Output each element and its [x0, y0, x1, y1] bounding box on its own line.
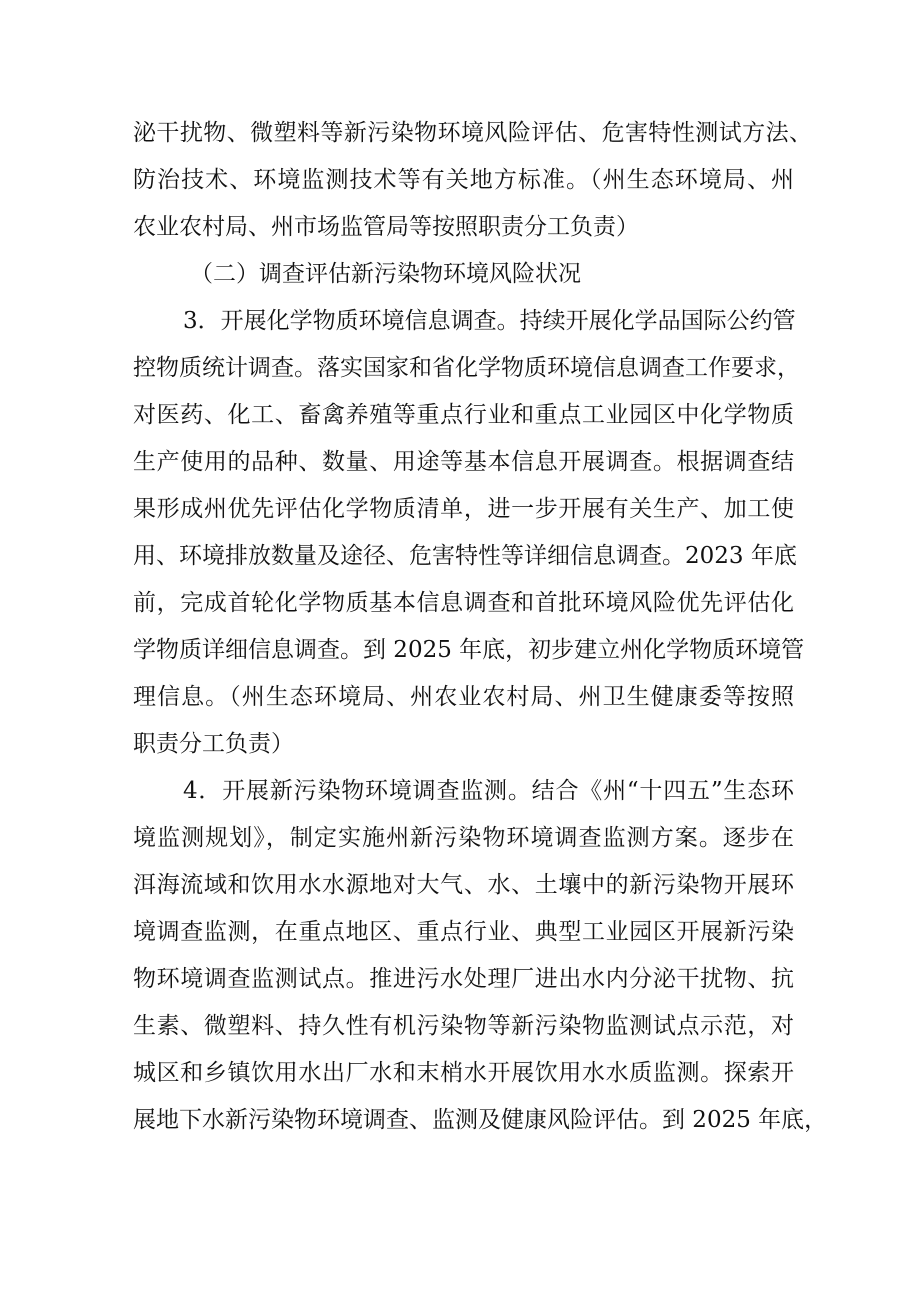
text-line: 3．开展化学物质环境信息调查。持续开展化学品国际公约管 — [183, 308, 796, 334]
text-line: 前，完成首轮化学物质基本信息调查和首批环境风险优先评估化 — [133, 590, 794, 616]
text-line: 农业农村局、州市场监管局等按照职责分工负责） — [133, 214, 639, 240]
text-line: 城区和乡镇饮用水出厂水和末梢水开展饮用水水质监测。探索开 — [133, 1060, 794, 1086]
text-line: 职责分工负责） — [133, 731, 294, 757]
text-line: 生素、微塑料、持久性有机污染物等新污染物监测试点示范，对 — [133, 1013, 794, 1039]
text-line: 洱海流域和饮用水水源地对大气、水、土壤中的新污染物开展环 — [133, 872, 794, 898]
text-line: 泌干扰物、微塑料等新污染物环境风险评估、危害特性测试方法、 — [133, 120, 812, 146]
text-line: 果形成州优先评估化学物质清单，进一步开展有关生产、加工使 — [133, 496, 794, 522]
text-line: 展地下水新污染物环境调查、监测及健康风险评估。到 2025 年底， — [133, 1107, 828, 1133]
text-line: 控物质统计调查。落实国家和省化学物质环境信息调查工作要求， — [133, 355, 800, 381]
text-line: 境监测规划》，制定实施州新污染物环境调查监测方案。逐步在 — [133, 825, 794, 851]
section-heading: （二）调查评估新污染物环境风险状况 — [190, 261, 581, 287]
text-line: 用、环境排放数量及途径、危害特性等详细信息调查。2023 年底 — [133, 543, 797, 569]
text-line: 生产使用的品种、数量、用途等基本信息开展调查。根据调查结 — [133, 449, 794, 475]
text-line: 学物质详细信息调查。到 2025 年底，初步建立州化学物质环境管 — [133, 637, 805, 663]
text-line: 4．开展新污染物环境调查监测。结合《州“十四五”生态环 — [183, 778, 794, 804]
text-line: 物环境调查监测试点。推进污水处理厂进出水内分泌干扰物、抗 — [133, 966, 794, 992]
text-line: 境调查监测，在重点地区、重点行业、典型工业园区开展新污染 — [133, 919, 794, 945]
text-line: 防治技术、环境监测技术等有关地方标准。（州生态环境局、州 — [133, 167, 794, 193]
text-line: 对医药、化工、畜禽养殖等重点行业和重点工业园区中化学物质 — [133, 402, 794, 428]
text-line: 理信息。（州生态环境局、州农业农村局、州卫生健康委等按照 — [133, 684, 794, 710]
